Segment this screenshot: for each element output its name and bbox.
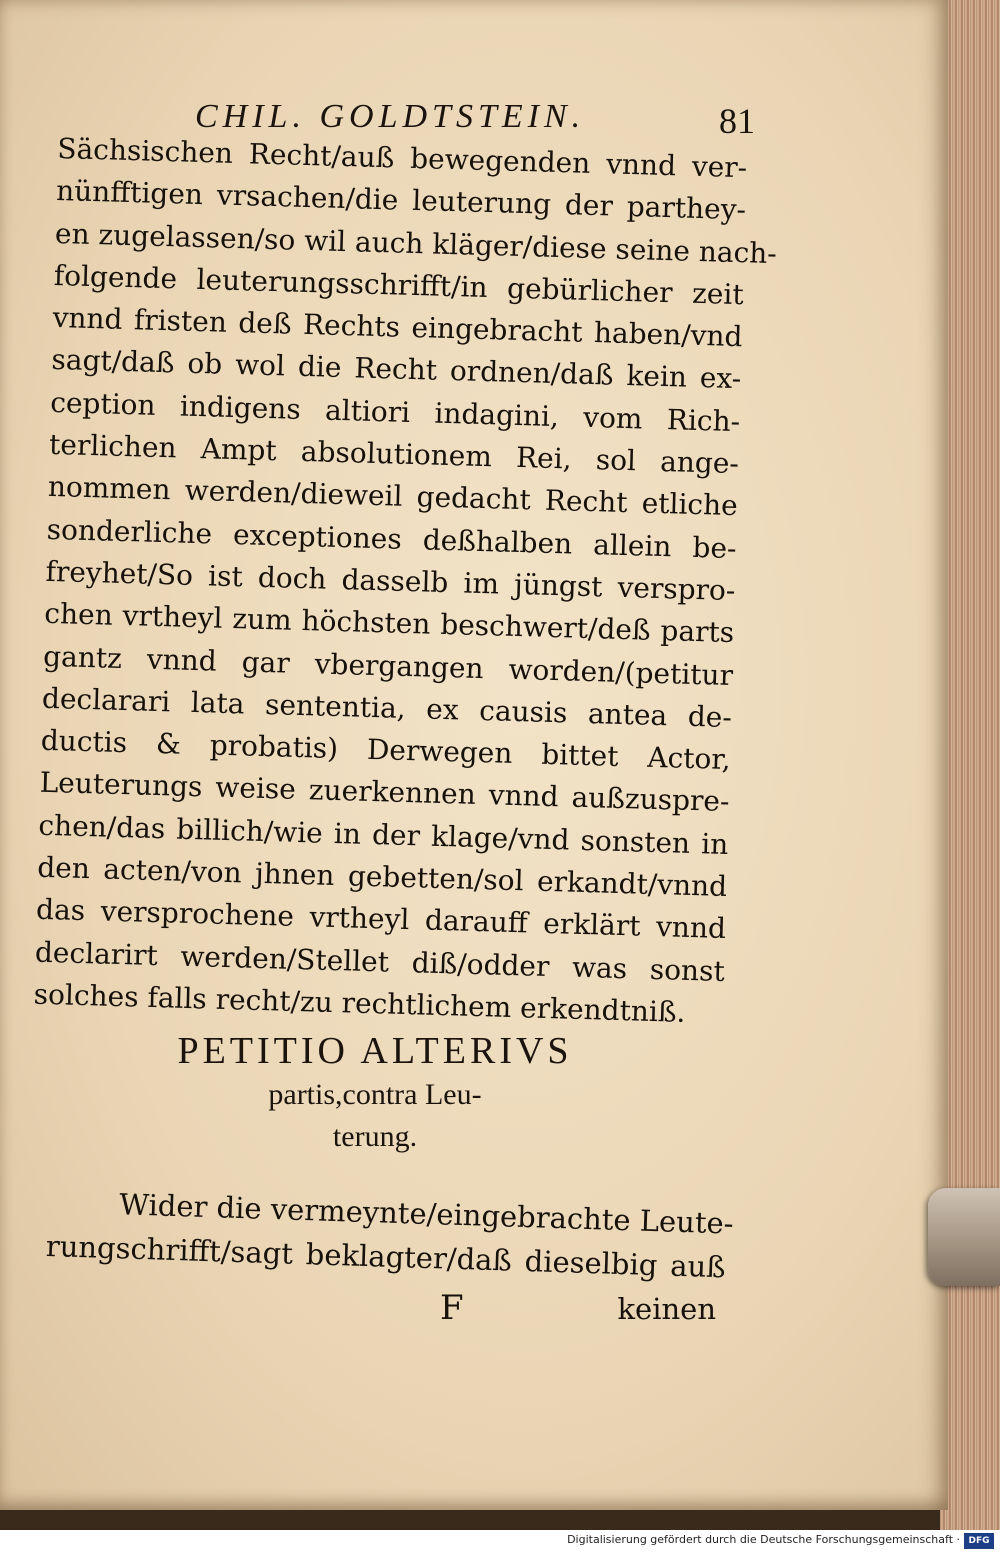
text-line: ception indigens altiori indagini, vom Rich- xyxy=(49,385,741,438)
text-line: chen vrtheyl zum höchsten beschwert/deß parts xyxy=(43,597,735,650)
text-line: Wider die vermeynte/eingebrachte Leute- xyxy=(118,1187,735,1241)
page-number: 81 xyxy=(719,101,755,141)
section-heading xyxy=(150,1028,600,1158)
text-line: das versprochene vrtheyl darauff erklärt vnnd xyxy=(35,893,727,946)
text-line: Sächsischen Recht/auß bewegenden vnnd ver- xyxy=(56,131,748,185)
book-page-edges xyxy=(940,0,1000,1530)
text-line: freyhet/So ist doch dasselb im jüngst verspro- xyxy=(45,554,736,608)
second-paragraph xyxy=(45,1180,735,1289)
text-line: nünfftigen vrsachen/die leuterung der parthey- xyxy=(55,174,747,227)
text-line: vnnd fristen deß Rechts eingebracht haben/vnd xyxy=(52,301,743,354)
text-line: sonderliche exceptiones deßhalben allein be- xyxy=(46,512,737,565)
text-line: den acten/von jhnen gebetten/sol erkandt/vnnd xyxy=(36,850,728,904)
main-paragraph xyxy=(33,128,778,1035)
text-line-last: solches falls recht/zu rechtlichem erkendtniß. xyxy=(33,977,686,1029)
heading-line: terung. xyxy=(332,1120,418,1153)
text-line: en zugelassen/so wil auch kläger/diese seine nach- xyxy=(54,216,778,270)
text-line: declarirt werden/Stellet diß/odder was sonst xyxy=(34,935,726,988)
page-footer-marks xyxy=(440,1288,730,1338)
catchword: keinen xyxy=(617,1292,716,1326)
text-line: sagt/daß ob wol die Recht ordnen/daß kein ex- xyxy=(51,343,742,396)
text-line: ductis & probatis) Derwegen bittet Actor, xyxy=(40,723,732,777)
heading-line: partis,contra Leu- xyxy=(268,1078,482,1111)
book-clasp xyxy=(928,1188,1000,1286)
text-line: declarari lata sententia, ex causis antea de- xyxy=(41,681,733,734)
text-line: Leuterungs weise zuerkennen vnnd außzuspre- xyxy=(39,766,730,819)
text-line: nommen werden/dieweil gedacht Recht etliche xyxy=(47,470,739,523)
signature-mark: F xyxy=(440,1288,464,1328)
heading-line: PETITIO ALTERIVS xyxy=(177,1030,573,1072)
text-line: gantz vnnd gar vbergangen worden/(petitur xyxy=(42,639,734,692)
text-line: folgende leuterungsschrifft/in gebürlicher zeit xyxy=(53,258,745,312)
credit-bar xyxy=(0,1530,1000,1552)
text-line: rungschrifft/sagt beklagter/daß dieselbig auß xyxy=(45,1228,727,1285)
running-head: CHIL. GOLDTSTEIN. xyxy=(195,98,586,135)
text-line: chen/das billich/wie in der klage/vnd sonsten in xyxy=(38,808,729,861)
text-line: terlichen Ampt absolutionem Rei, sol ange- xyxy=(48,427,740,481)
dfg-logo: DFG xyxy=(964,1533,994,1549)
credit-text: Digitalisierung gefördert durch die Deutsche Forschungsgemeinschaft · xyxy=(567,1533,960,1546)
